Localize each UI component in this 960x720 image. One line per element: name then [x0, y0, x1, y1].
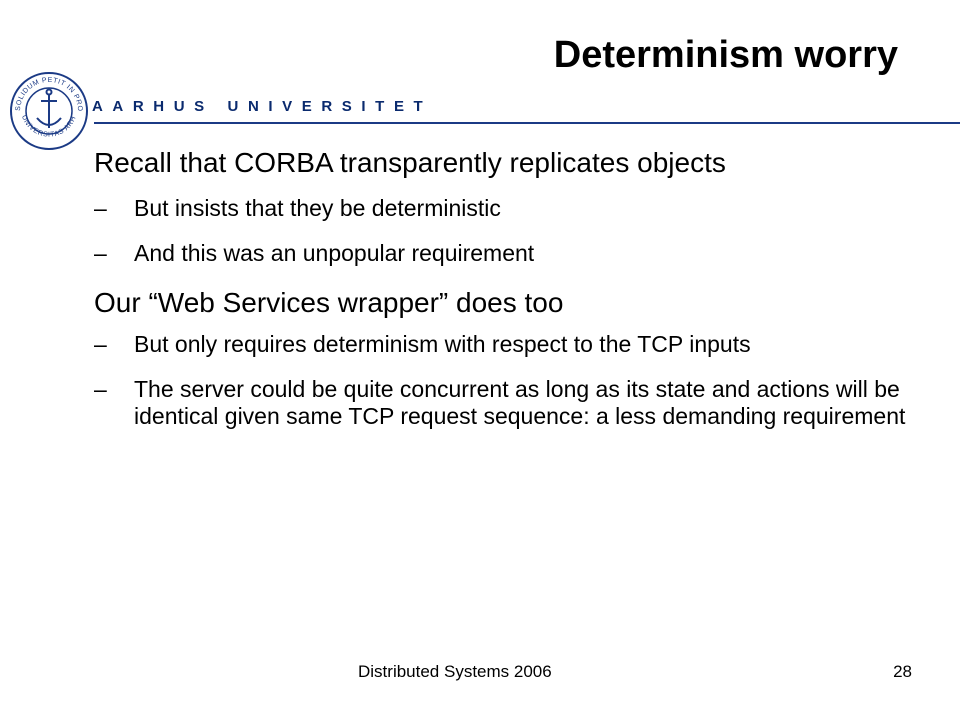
bullet-2: Our “Web Services wrapper” does too — [94, 287, 564, 318]
university-wordmark: AARHUS UNIVERSITET — [92, 98, 433, 115]
sub-bullet-text: But insists that they be deterministic — [134, 195, 501, 221]
dash-marker: – — [94, 195, 107, 221]
header-rule — [94, 122, 960, 124]
footer-course: Distributed Systems 2006 — [358, 662, 552, 681]
seal-icon — [8, 70, 90, 152]
sub-bullet-text: The server could be quite concurrent as long as its state and actions will be identical given same TCP request sequence: a less demanding requirement — [134, 376, 906, 429]
sub-bullet-1-1 — [94, 195, 914, 222]
seal-text-bottom: UNIVERSITAS ARH — [19, 114, 78, 139]
sub-bullet-2-2 — [94, 376, 914, 430]
dash-marker: – — [94, 376, 107, 402]
sub-bullet-2-1 — [94, 331, 914, 358]
page-number: 28 — [893, 662, 912, 681]
bullet-1: Recall that CORBA transparently replicates objects — [94, 147, 726, 178]
sub-bullet-text: But only requires determinism with respect to the TCP inputs — [134, 331, 751, 357]
university-seal-logo — [8, 70, 90, 152]
sub-bullet-1-2 — [94, 240, 914, 267]
seal-text-top: SOLIDUM PETIT IN PRO — [14, 76, 84, 112]
dash-marker: – — [94, 331, 107, 357]
slide-body — [94, 145, 914, 448]
slide-title: Determinism worry — [553, 34, 898, 76]
sub-bullet-text: And this was an unpopular requirement — [134, 240, 535, 266]
dash-marker: – — [94, 240, 107, 266]
